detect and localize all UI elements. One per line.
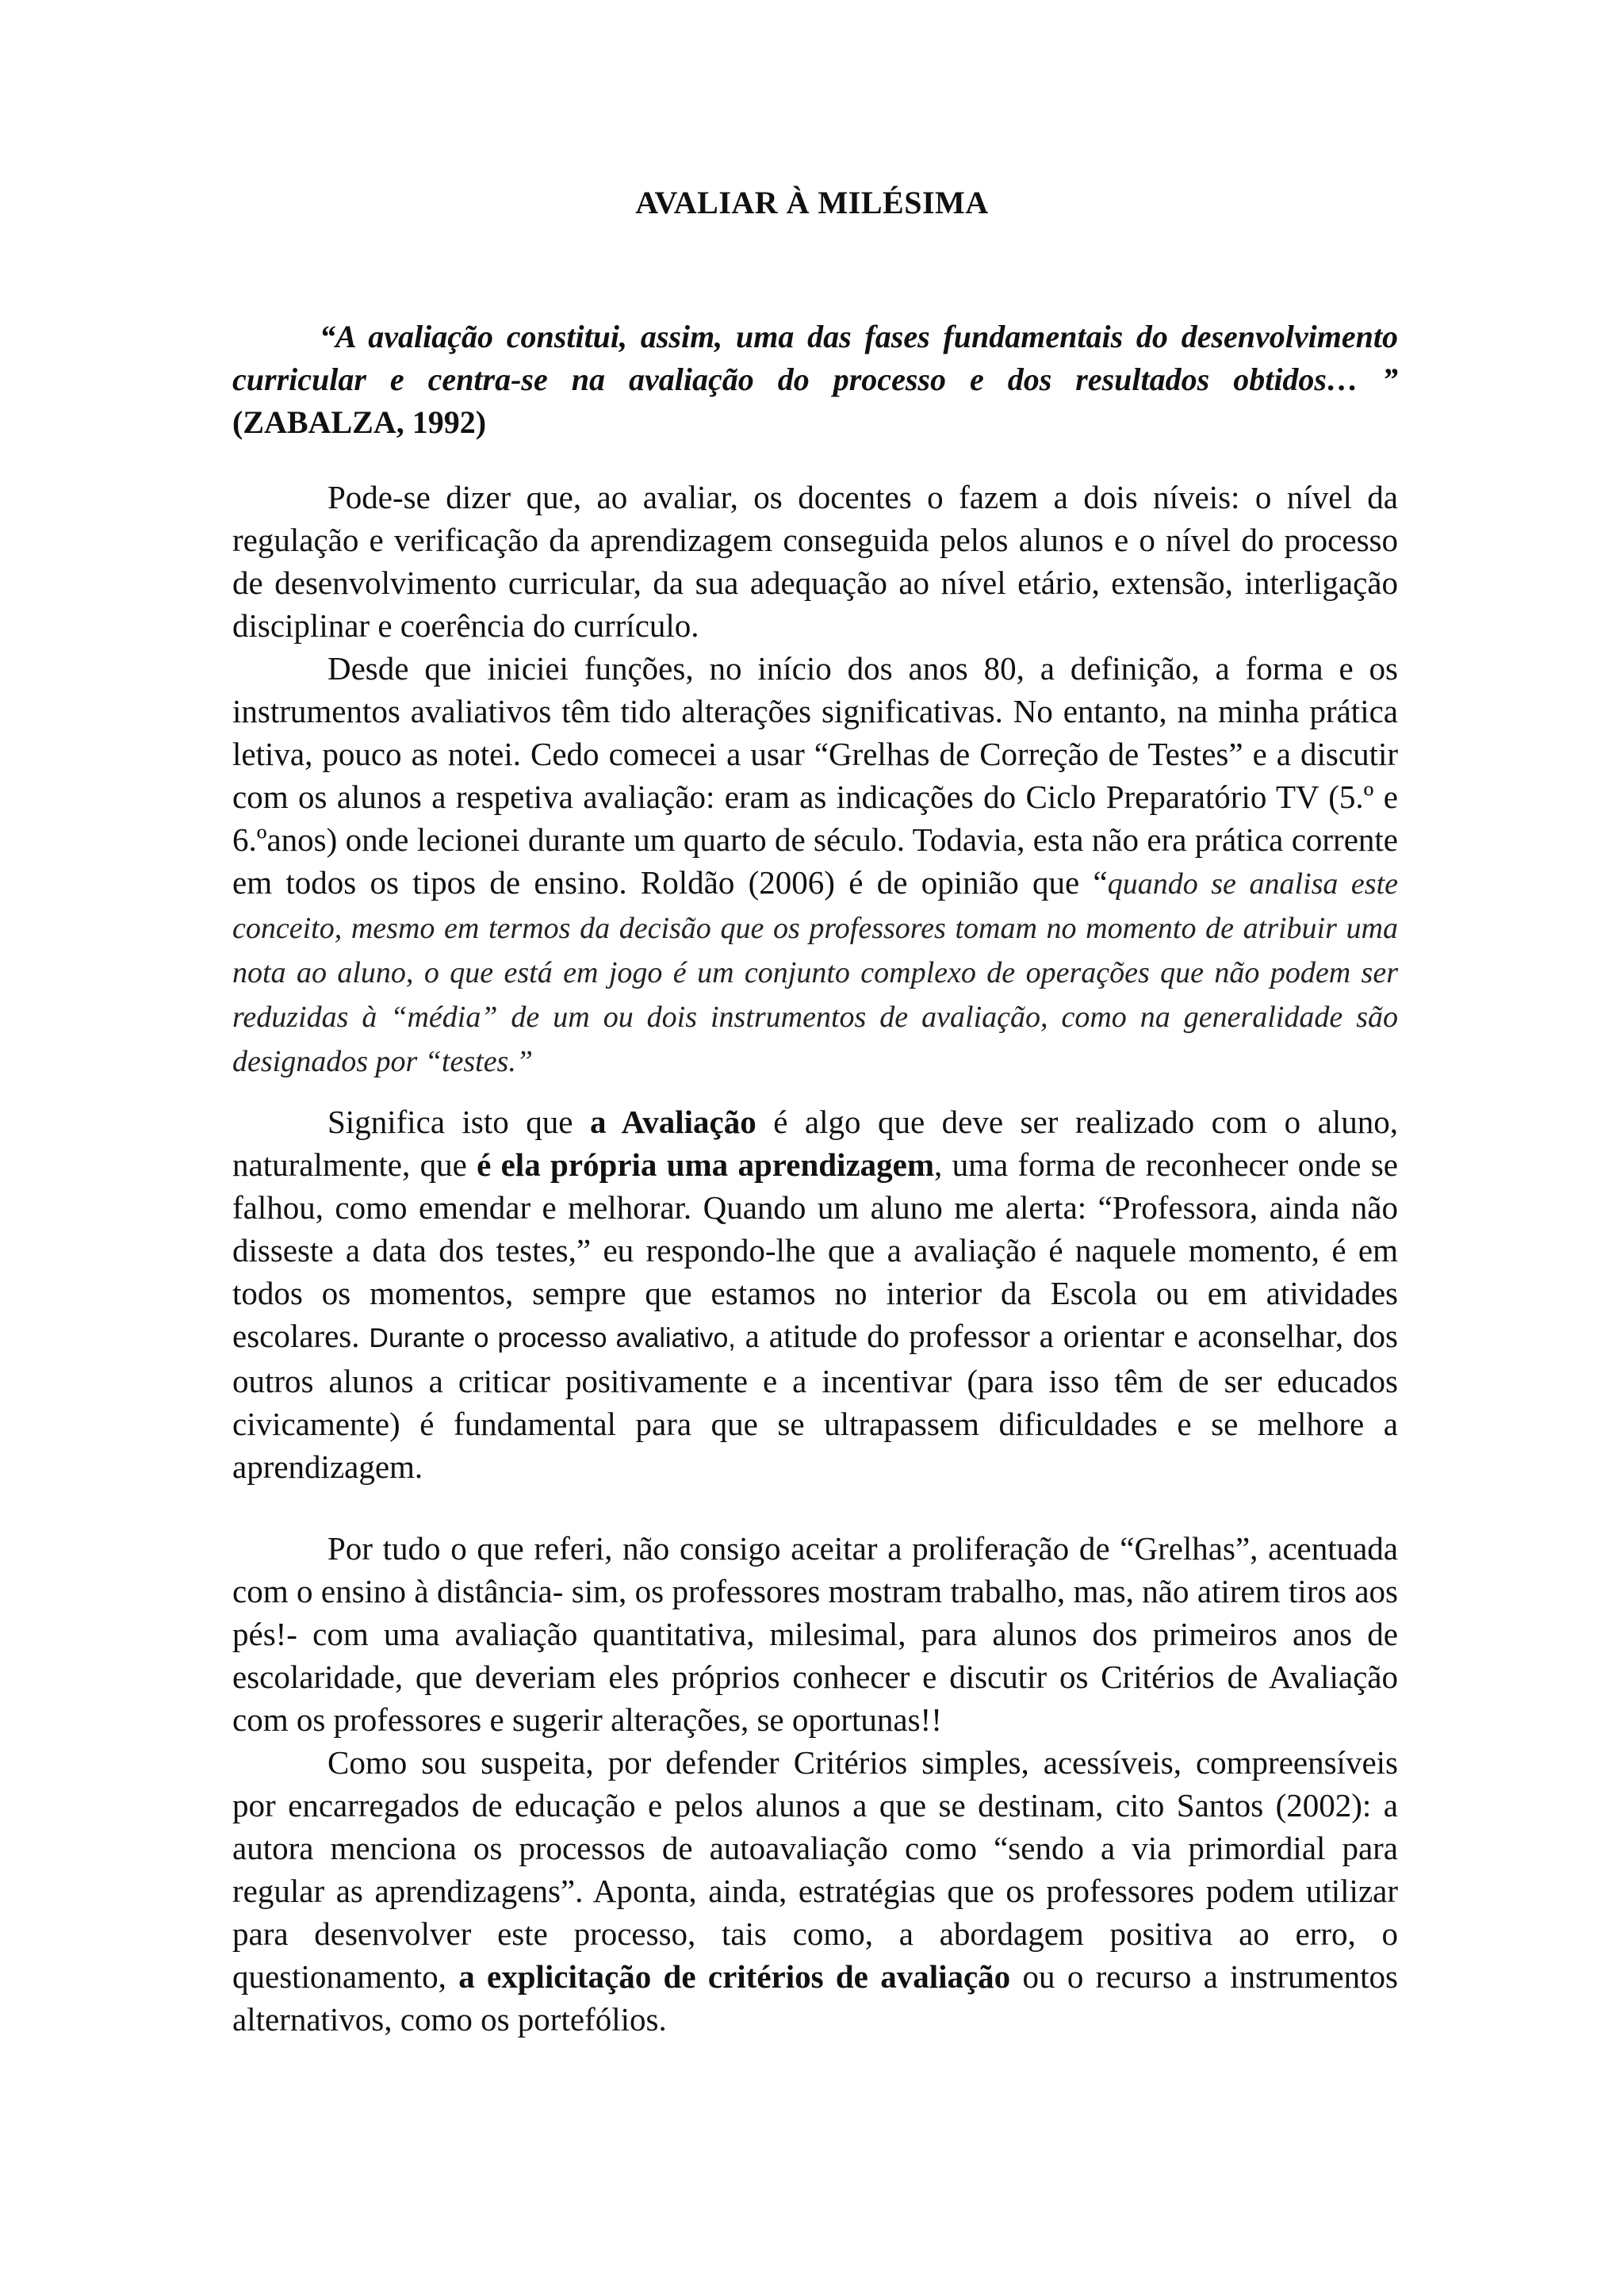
epigraph-source: (ZABALZA, 1992) [232, 404, 487, 440]
paragraph-5-part1: Como sou suspeita, por defender Critérios simples, acessíveis, compreensíveis por encarregados de educação e pelos alunos a que se destinam, cito Santos (2002): a autora menciona os processos de autoavaliação como “sendo a via primordial para regular as aprendizagens”. Aponta, ainda, estratégias que os professores podem utilizar para desenvolver este processo, tais como, a abordagem positiva ao erro, o questionamento, [232, 1744, 1398, 1995]
section-two [232, 1100, 1398, 1488]
paragraph-2 [232, 647, 1398, 1083]
paragraph-3-bold1: a Avaliação [589, 1104, 756, 1140]
epigraph-text: “A avaliação constitui, assim, uma das fases fundamentais do desenvolvimento curricular e centra-se na avaliação do processo e dos resultados obtidos… ” [232, 319, 1398, 397]
paragraph-3-sans: Durante o processo avaliativo, [369, 1323, 736, 1353]
document-title: AVALIAR À MILÉSIMA [635, 185, 989, 220]
section-three [232, 1527, 1398, 2041]
epigraph [232, 316, 1398, 444]
paragraph-3-part2: é algo que deve ser realizado com o aluno, naturalmente, que [232, 1104, 1398, 1183]
paragraph-3 [232, 1100, 1398, 1488]
section-one [232, 476, 1398, 1083]
paragraph-4: Por tudo o que referi, não consigo aceitar a proliferação de “Grelhas”, acentuada com o ensino à distância- sim, os professores mostram trabalho, mas, não atirem tiros aos pés!- com uma avaliação quantitativa, milesimal, para alunos dos primeiros anos de escolaridade, que deveriam eles próprios conhecer e discutir os Critérios de Avaliação com os professores e sugerir alterações, se oportunas!! [232, 1530, 1398, 1738]
paragraph-5 [232, 1741, 1398, 2041]
paragraph-5-bold: a explicitação de critérios de avaliação [458, 1958, 1011, 1995]
paragraph-5-part2: ou o recurso a instrumentos alternativos, como os portefólios. [232, 1958, 1398, 2038]
paragraph-3-part4: a atitude do professor a orientar e aconselhar, dos outros alunos a criticar positivamente e a incentivar (para isso têm de ser educados civicamente) é fundamental para que se ultrapassem dificuldades e se melhore a aprendizagem. [232, 1318, 1398, 1485]
paragraph-3-bold2: é ela própria uma aprendizagem [477, 1146, 934, 1183]
paragraph-3-part1: Significa isto que [327, 1104, 590, 1140]
paragraph-1: Pode-se dizer que, ao avaliar, os docentes o fazem a dois níveis: o nível da regulação e verificação da aprendizagem conseguida pelos alunos e o nível do processo de desenvolvimento curricular, da sua adequação ao nível etário, extensão, interligação disciplinar e coerência do currículo. [232, 479, 1398, 644]
paragraph-2-intro: Desde que iniciei funções, no início dos anos 80, a definição, a forma e os instrumentos avaliativos têm tido alterações significativas. No entanto, na minha prática letiva, pouco as notei. Cedo comecei a usar “Grelhas de Correção de Testes” e a discutir com os alunos a respetiva avaliação: eram as indicações do Ciclo Preparatório TV (5.º e 6.ºanos) onde lecionei durante um quarto de século. Todavia, esta não era prática corrente em todos os tipos de ensino. Roldão (2006) é de opinião que “ [232, 650, 1398, 901]
paragraph-2-quote: quando se analisa este conceito, mesmo em termos da decisão que os professores tomam no momento de atribuir uma nota ao aluno, o que está em jogo é um conjunto complexo de operações que não podem ser reduzidas à “média” de um ou dois instrumentos de avaliação, como na generalidade são designados por “testes.” [232, 867, 1398, 1078]
paragraph-3-part3: , uma forma de reconhecer onde se falhou, como emendar e melhorar. Quando um aluno me alerta: “Professora, ainda não disseste a data dos testes,” eu respondo-lhe que a avaliação é naquele momento, é em todos os momentos, sempre que estamos no interior da Escola ou em atividades escolares. [232, 1146, 1398, 1354]
